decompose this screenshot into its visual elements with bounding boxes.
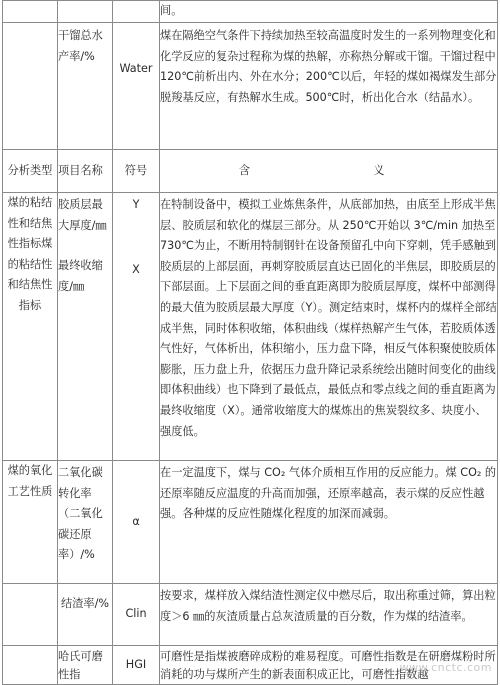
symbol-cell: HGI [113,646,160,685]
site-watermark: www.cnctc.com [399,661,492,674]
table-header-row [3,150,498,193]
item-cell: 结渣率/% [58,584,113,646]
symbol-cell: Water [113,23,160,150]
description-cell: 煤在隔绝空气条件下持续加热至较高温度时发生的一系列物理变化和化学反应的复杂过程称为煤的热解，亦称热分解或干馏。干馏过程中 120℃前析出内、外在水分；200℃以后，年轻的煤如褐煤发生部分脱羧基反应，有热解水生成。500℃时，析出化合水（结晶水）。 [160,23,498,150]
header-item: 项目名称 [58,150,113,193]
description-cell: 在特制设备中，模拟工业炼焦条件，从底部加热，由底至上形成半焦层、胶质层和软化的煤层三部分。从 250℃开始以 3℃/min 加热至 730℃为止，不断用特制钢针在设备预留孔中向下穿刺，凭手感触到胶质层的上部层面，再刺穿胶质层直达已固化的半焦层，即胶质层的下部层面。上下层面之间的垂直距离即为胶质层厚度，煤杯中部测得的最大值为胶质层最大厚度（Y）。测定结束时，煤杯内的煤样全部结成半焦，同时体积收缩，体积曲线（煤样热解产生气体，若胶质体透气性好，气体析出，体积缩小，压力盘下降，相反气体积聚使胶质体膨胀，压力盘上升，依据压力盘升降记录系统绘出随时间变化的曲线即体积曲线）也下降到了最低点，最低点和零点线之间的垂直距离为最终收缩度（X）。通常收缩度大的煤炼出的焦炭裂纹多、块度小、强度低。 [160,193,498,461]
table-row [3,23,498,150]
description-cell: 间。 [160,1,498,23]
coal-analysis-table [2,0,498,685]
description-cell: 按要求，煤样放入煤结渣性测定仪中燃尽后，取出称重过筛，算出粒度＞6 ㎜的灰渣质量占总灰渣质量的百分数，作为煤的结渣率。 [160,584,498,646]
table-row [3,461,498,584]
description-cell: 在一定温度下，煤与 CO₂ 气体介质相互作用的反应能力。煤 CO₂ 的还原率随反应温度的升高而加强，还原率越高，表示煤的反应性越强。各种煤的反应性随煤化程度的加深而减弱。 [160,461,498,584]
symbol-y: Y [132,198,140,211]
symbol-cell: Clin [113,584,160,646]
item-cell: 哈氏可磨性指 [58,646,113,685]
category-cell [3,1,58,23]
item-cell: 二氧化碳转化率（二氧化碳还原率）/% [58,461,113,584]
symbol-x: X [132,262,140,276]
item-max-thickness: 胶质层最大厚度/㎜ [58,198,107,232]
category-cell: 煤的粘结性和结焦性指标煤的粘结性和结焦性指标 [3,193,58,461]
symbol-cell: α [113,461,160,584]
header-symbol: 符号 [113,150,160,193]
header-meaning: 含 义 [160,150,498,193]
symbol-cell [113,193,160,461]
description-cell: 可磨性是指煤被磨碎成粉的难易程度。可磨性指数是在研磨煤粉时所消耗的功与煤所产生的新表面积成正比，可磨性指数越 [160,646,498,685]
table-row [3,193,498,461]
symbol-cell [113,1,160,23]
item-cell: 干馏总水产率/% [58,23,113,150]
table-row [3,1,498,23]
header-category: 分析类型 [3,150,58,193]
item-cell [58,193,113,461]
category-cell [3,584,58,646]
item-final-shrinkage: 最终收缩度/㎜ [58,259,103,293]
category-cell [3,23,58,150]
category-cell [3,646,58,685]
table-row [3,584,498,646]
category-cell: 煤的氧化工艺性质 [3,461,58,584]
item-cell [58,1,113,23]
